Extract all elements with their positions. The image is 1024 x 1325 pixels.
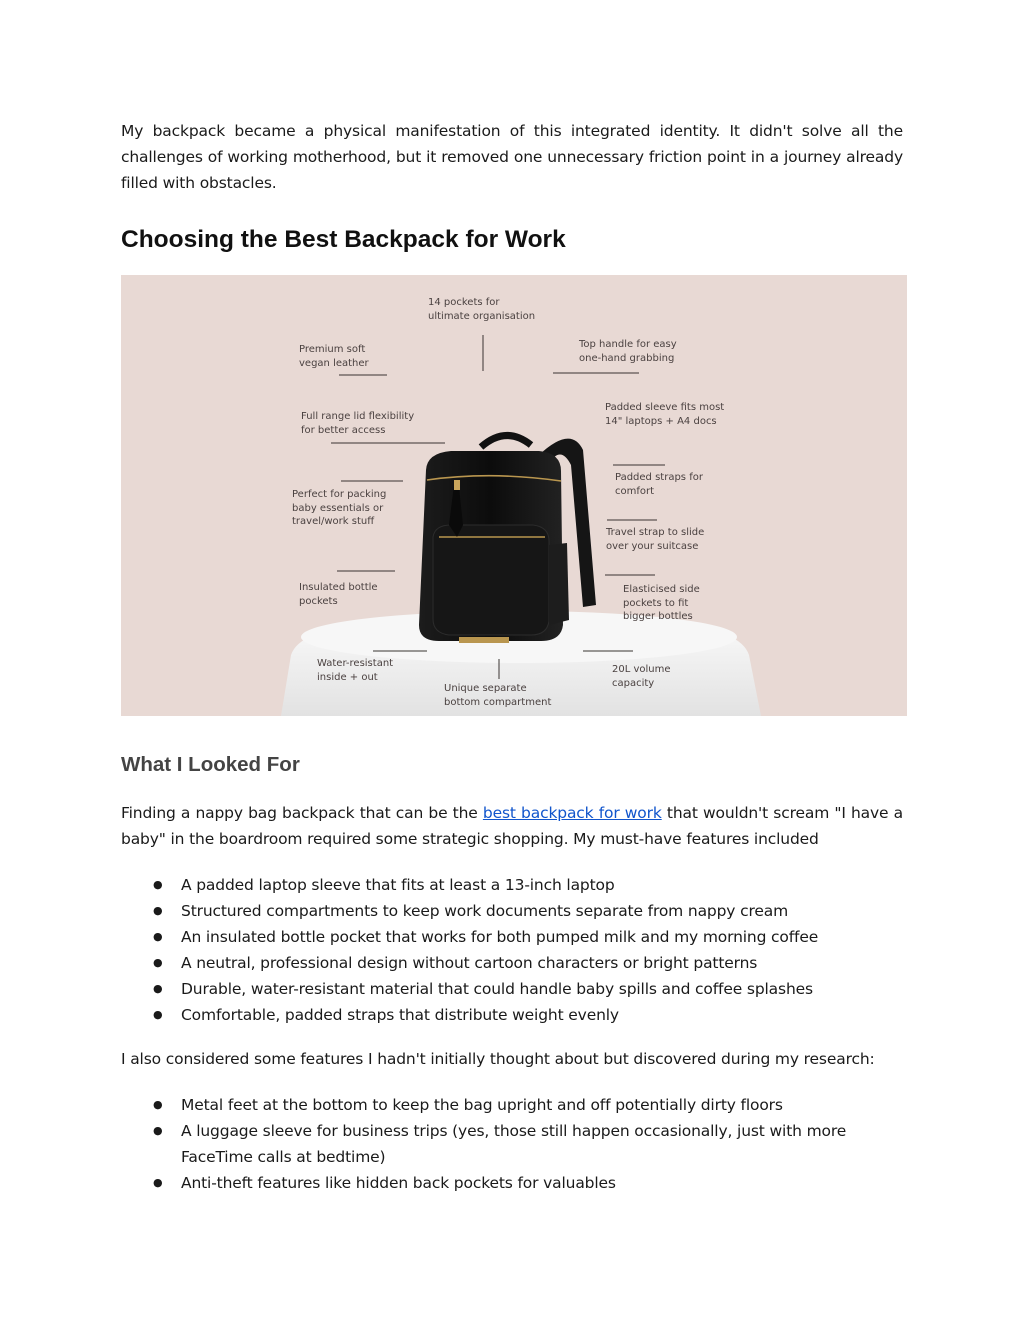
list-item-text: Comfortable, padded straps that distribute weight evenly [181, 1006, 619, 1024]
bullet-icon: ● [153, 1124, 163, 1137]
callout-lid: Full range lid flexibility for better access [301, 411, 415, 436]
callout-straps: Padded straps for comfort [615, 472, 703, 497]
callout-water: Water-resistant inside + out [317, 658, 394, 683]
list-item-text: A neutral, professional design without cartoon characters or bright patterns [181, 954, 758, 972]
list-item-text: A padded laptop sleeve that fits at least a 13-inch laptop [181, 876, 615, 894]
callout-side: Elasticised side pockets to fit bigger bottles [623, 584, 700, 623]
intro-paragraph: My backpack became a physical manifestation of this integrated identity. It didn't solve all the challenges of working motherhood, but it removed one unnecessary friction point in a journey already filled with obstacles. [121, 122, 903, 192]
research-paragraph: I also considered some features I hadn't initially thought about but discovered during my research: [121, 1050, 875, 1068]
side-pocket [549, 543, 569, 625]
list-item-text: An insulated bottle pocket that works for both pumped milk and my morning coffee [181, 928, 819, 946]
callout-pockets: 14 pockets for ultimate organisation [428, 297, 536, 322]
list-item [121, 1118, 903, 1170]
base-trim [459, 637, 509, 643]
list-item [121, 976, 903, 1002]
callout-bottom: Unique separate bottom compartment [444, 683, 552, 708]
list-item [121, 1092, 903, 1118]
callout-sleeve: Padded sleeve fits most 14" laptops + A4 docs [605, 402, 725, 427]
backpack-features-image [121, 275, 907, 716]
front-pocket [433, 525, 549, 635]
para2-after: that wouldn't scream "I have a baby" in the boardroom required some strategic shopping. My must-have features included [121, 804, 903, 848]
list-item-text: Durable, water-resistant material that could handle baby spills and coffee splashes [181, 980, 813, 998]
bullet-icon: ● [153, 956, 163, 969]
bullet-icon: ● [153, 1176, 163, 1189]
backpack-handle [481, 435, 531, 447]
list-item [121, 1002, 903, 1028]
callout-travel: Travel strap to slide over your suitcase [606, 527, 705, 552]
bullet-icon: ● [153, 904, 163, 917]
callout-leather: Premium soft vegan leather [299, 344, 369, 369]
bullet-icon: ● [153, 878, 163, 891]
extra-features-list [121, 1092, 903, 1196]
list-item [121, 924, 903, 950]
callout-handle: Top handle for easy one-hand grabbing [579, 339, 677, 364]
bullet-icon: ● [153, 1008, 163, 1021]
list-item [121, 898, 903, 924]
best-backpack-link[interactable]: best backpack for work [482, 804, 662, 822]
list-item [121, 950, 903, 976]
callout-packing: Perfect for packing baby essentials or travel/work stuff [292, 489, 387, 528]
features-intro-paragraph [121, 800, 903, 852]
list-item-text: Metal feet at the bottom to keep the bag upright and off potentially dirty floors [181, 1096, 783, 1114]
document-page [121, 118, 903, 1192]
callout-volume: 20L volume capacity [612, 664, 671, 689]
list-item [121, 1170, 903, 1196]
must-have-list [121, 872, 903, 1028]
callout-bottle: Insulated bottle pockets [299, 582, 378, 607]
bullet-icon: ● [153, 930, 163, 943]
section-heading: Choosing the Best Backpack for Work [121, 226, 566, 253]
bullet-icon: ● [153, 982, 163, 995]
subsection-heading: What I Looked For [121, 753, 300, 776]
list-item-text: Anti-theft features like hidden back pockets for valuables [181, 1174, 616, 1192]
list-item-text: A luggage sleeve for business trips (yes, those still happen occasionally, just with more FaceTime calls at bedtime) [181, 1122, 847, 1166]
bullet-icon: ● [153, 1098, 163, 1111]
backpack-illustration [121, 275, 907, 716]
list-item [121, 872, 903, 898]
list-item-text: Structured compartments to keep work documents separate from nappy cream [181, 902, 789, 920]
para2-before: Finding a nappy bag backpack that can be the [121, 804, 483, 822]
zipper-pull [454, 480, 460, 490]
